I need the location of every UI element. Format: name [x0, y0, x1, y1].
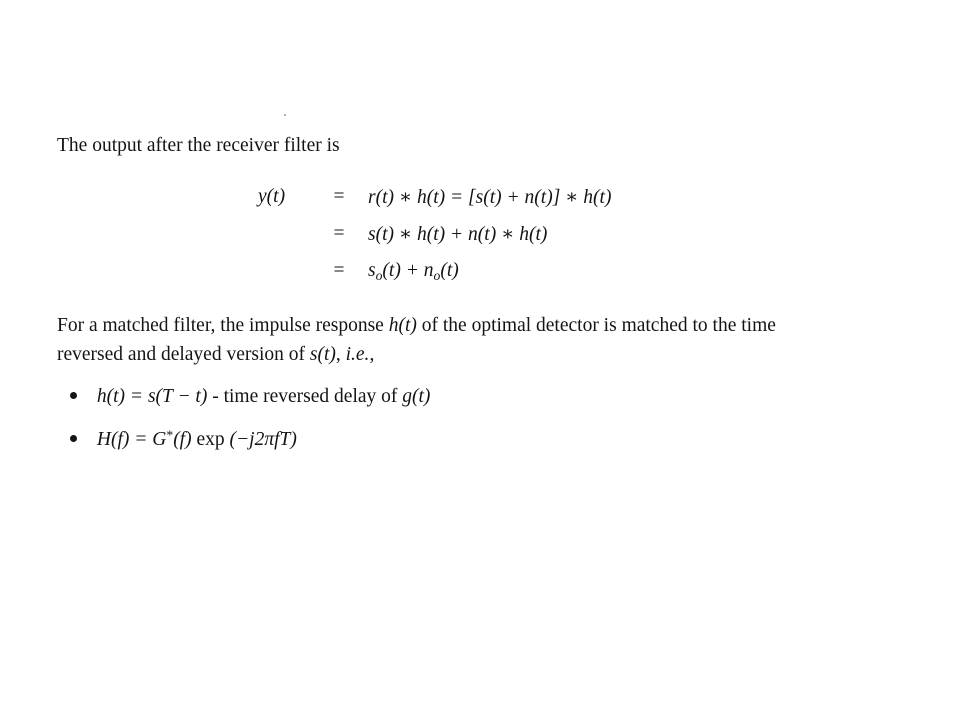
equation-rhs: $s_o(t) + n_o(t)$: [368, 259, 459, 283]
para-text-3: reversed and delayed version of: [57, 344, 305, 365]
equation-equals: =: [333, 185, 345, 207]
equation-rhs: r(t) ∗ h(t) = [s(t) + n(t)] ∗ h(t): [368, 186, 612, 208]
para-text-1: For a matched filter, the impulse response: [57, 315, 384, 336]
para-comma: ,: [335, 344, 341, 365]
equation-row-2: [258, 215, 611, 252]
ie-abbrev: i.e.: [345, 344, 370, 365]
matched-filter-paragraph: [57, 311, 776, 369]
equation-equals: =: [333, 222, 345, 244]
frequency-response-math: H(f) = G*(f) exp (−j2πfT): [96, 427, 297, 450]
output-equation: [258, 178, 611, 289]
bullet-list: [70, 381, 430, 467]
equation-lhs: [258, 215, 314, 252]
g-of-t-math: g(t): [402, 386, 431, 407]
para-comma-end: ,: [369, 344, 375, 365]
h-of-t-math: h(t): [388, 315, 417, 336]
impulse-response-text: - time reversed delay of: [212, 386, 403, 407]
intro-text: [57, 131, 340, 160]
bullet-dot-icon: [70, 435, 77, 442]
s-of-t-math: s(t): [309, 344, 336, 365]
bullet-item-frequency-response: [70, 424, 430, 467]
stray-mark: [284, 114, 286, 116]
equation-row-1: [258, 178, 611, 215]
impulse-response-math: h(t) = s(T − t): [96, 386, 208, 407]
para-text-2: of the optimal detector is matched to the time: [421, 315, 776, 336]
equation-equals: =: [333, 259, 345, 281]
intro-sentence: The output after the receiver filter is: [57, 135, 340, 156]
equation-rhs: s(t) ∗ h(t) + n(t) ∗ h(t): [368, 223, 548, 245]
equation-lhs: y(t): [258, 185, 286, 207]
equation-row-3: [258, 252, 611, 289]
bullet-item-impulse-response: [70, 381, 430, 424]
bullet-dot-icon: [70, 392, 77, 399]
equation-lhs: [258, 252, 314, 289]
